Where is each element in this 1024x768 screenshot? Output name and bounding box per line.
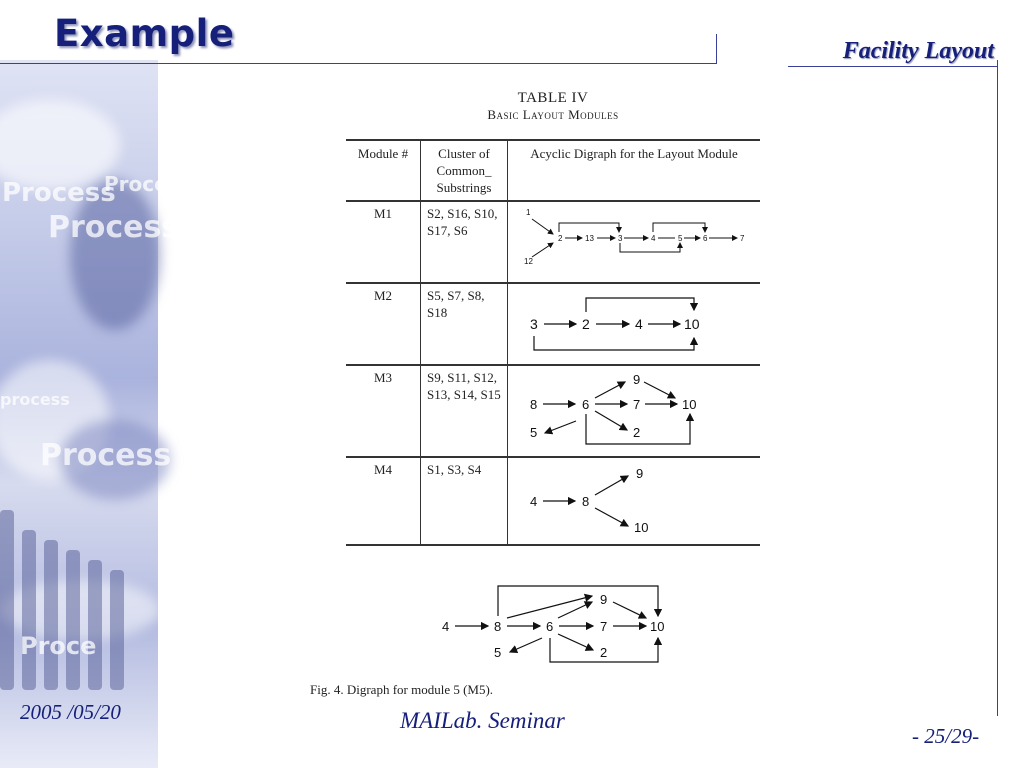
table-title: Basic Layout Modules (487, 107, 619, 122)
module-digraph (508, 283, 761, 365)
footer-lab-name: MAILab. Seminar (400, 708, 565, 733)
module-cluster: S9, S11, S12, S13, S14, S15 (421, 365, 508, 457)
module-id: M2 (373, 288, 393, 303)
module-digraph (508, 457, 761, 545)
sidebar-word: Process (2, 178, 116, 208)
sidebar-word: process (0, 390, 70, 409)
digraph-module-5 (430, 582, 680, 666)
module-id: M1 (373, 206, 393, 221)
node: 2 (558, 234, 563, 243)
page-number: - 25/29- (912, 724, 980, 748)
node: 7 (740, 234, 745, 243)
node: 8 (582, 494, 590, 509)
node: 13 (585, 234, 594, 243)
table-row (346, 201, 760, 283)
node: 5 (678, 234, 683, 243)
figure-caption: Fig. 4. Digraph for module 5 (M5). (310, 682, 494, 697)
node: 12 (524, 257, 533, 266)
module-id: M3 (373, 370, 393, 385)
node: 8 (494, 619, 502, 634)
slide-topic: Facility Layout (842, 38, 994, 64)
right-rule-top (788, 66, 997, 67)
node: 5 (530, 425, 538, 440)
node: 10 (634, 520, 649, 535)
digraph-m4 (508, 458, 753, 544)
sidebar-word: Proce (104, 172, 168, 196)
node: 1 (526, 208, 531, 217)
module-digraph (508, 365, 761, 457)
module-cluster: S2, S16, S10, S17, S6 (421, 201, 508, 283)
node: 4 (635, 316, 643, 332)
node: 3 (530, 316, 538, 332)
header-module: Module # (357, 146, 409, 161)
right-rule (997, 60, 998, 716)
node: 10 (684, 316, 700, 332)
node: 6 (546, 619, 554, 634)
sidebar-background (0, 60, 180, 768)
digraph-m3 (508, 366, 753, 456)
node: 4 (651, 234, 656, 243)
table-row (346, 283, 760, 365)
sidebar-word: Process (48, 210, 180, 245)
table-number: TABLE IV (517, 90, 589, 106)
header-digraph: Acyclic Digraph for the Layout Module (508, 140, 761, 201)
node: 7 (600, 619, 608, 634)
node: 8 (530, 397, 538, 412)
sidebar-word: Proce (20, 632, 97, 660)
module-digraph (508, 201, 761, 283)
node: 6 (582, 397, 590, 412)
module-cluster: S1, S3, S4 (421, 457, 508, 545)
node: 5 (494, 645, 502, 660)
table-header-row (346, 140, 760, 201)
node: 9 (636, 466, 644, 481)
node: 10 (650, 619, 665, 634)
digraph-m2 (508, 284, 753, 364)
module-cluster: S5, S7, S8, S18 (421, 283, 508, 365)
layout-modules-table (346, 139, 760, 546)
node: 4 (442, 619, 450, 634)
table-caption (346, 90, 760, 123)
header-rule-tick (716, 34, 717, 64)
node: 6 (703, 234, 708, 243)
node: 9 (600, 592, 608, 607)
node: 2 (582, 316, 590, 332)
node: 2 (600, 645, 608, 660)
module-id: M4 (373, 462, 393, 477)
node: 10 (682, 397, 697, 412)
table-row (346, 457, 760, 545)
footer-date: 2005 /05/20 (20, 700, 121, 724)
node: 9 (633, 372, 641, 387)
header-rule (0, 63, 717, 64)
sidebar-word: Process (40, 438, 172, 473)
slide-title: Example (54, 12, 235, 55)
header-cluster: Cluster of Common_ Substrings (421, 140, 508, 201)
node: 2 (633, 425, 641, 440)
node: 7 (633, 397, 641, 412)
node: 3 (618, 234, 623, 243)
node: 4 (530, 494, 538, 509)
digraph-m1 (508, 202, 753, 282)
table-row (346, 365, 760, 457)
